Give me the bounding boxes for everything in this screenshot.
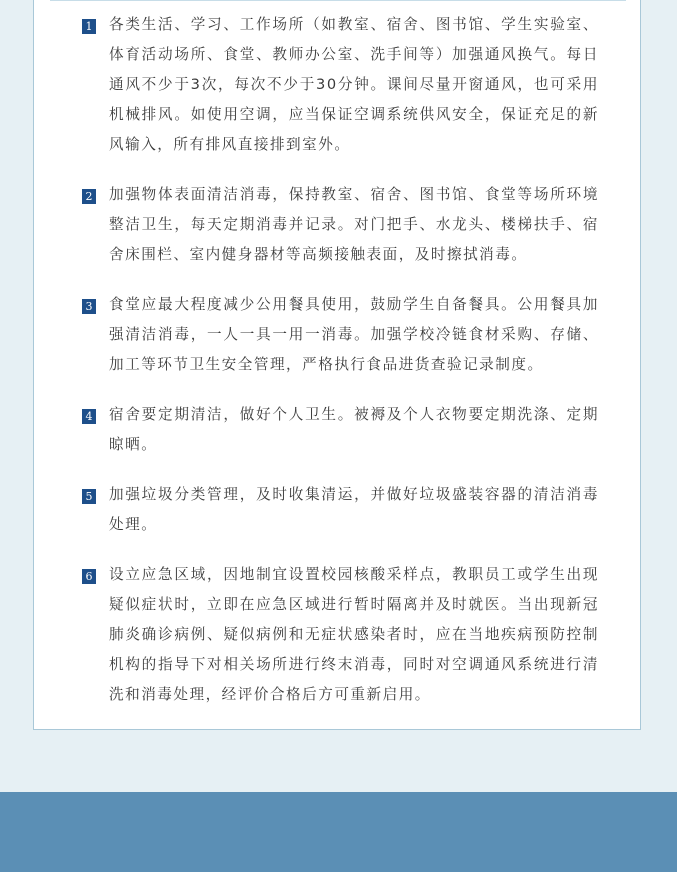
- item-number-badge: 4: [82, 409, 96, 424]
- item-text: 各类生活、学习、工作场所（如教室、宿舍、图书馆、学生实验室、体育活动场所、食堂、教师办公室、洗手间等）加强通风换气。每日通风不少于3次，每次不少于30分钟。课间尽量开窗通风，也可采用机械排风。如使用空调，应当保证空调系统供风安全，保证充足的新风输入，所有排风直接排到室外。: [109, 16, 599, 153]
- item-number-badge: 5: [82, 489, 96, 504]
- card-top-divider: [50, 0, 626, 1]
- item-text: 加强垃圾分类管理，及时收集清运，并做好垃圾盛装容器的清洁消毒处理。: [109, 486, 599, 533]
- footer-band: [0, 792, 677, 872]
- item-number-badge: 1: [82, 19, 96, 34]
- item-text: 食堂应最大程度减少公用餐具使用，鼓励学生自备餐具。公用餐具加强清洁消毒，一人一具一用一消毒。加强学校冷链食材采购、存储、加工等环节卫生安全管理，严格执行食品进货查验记录制度。: [109, 296, 599, 373]
- item-number-badge: 6: [82, 569, 96, 584]
- item-text: 设立应急区域，因地制宜设置校园核酸采样点，教职员工或学生出现疑似症状时，立即在应急区域进行暂时隔离并及时就医。当出现新冠肺炎确诊病例、疑似病例和无症状感染者时，应在当地疾病预防控制机构的指导下对相关场所进行终末消毒，同时对空调通风系统进行清洗和消毒处理，经评价合格后方可重新启用。: [109, 566, 599, 703]
- item-text: 宿舍要定期清洁，做好个人卫生。被褥及个人衣物要定期洗涤、定期晾晒。: [109, 406, 599, 453]
- item-number-badge: 2: [82, 189, 96, 204]
- item-number-badge: 3: [82, 299, 96, 314]
- item-text: 加强物体表面清洁消毒，保持教室、宿舍、图书馆、食堂等场所环境整洁卫生，每天定期消毒并记录。对门把手、水龙头、楼梯扶手、宿舍床围栏、室内健身器材等高频接触表面，及时擦拭消毒。: [109, 186, 599, 263]
